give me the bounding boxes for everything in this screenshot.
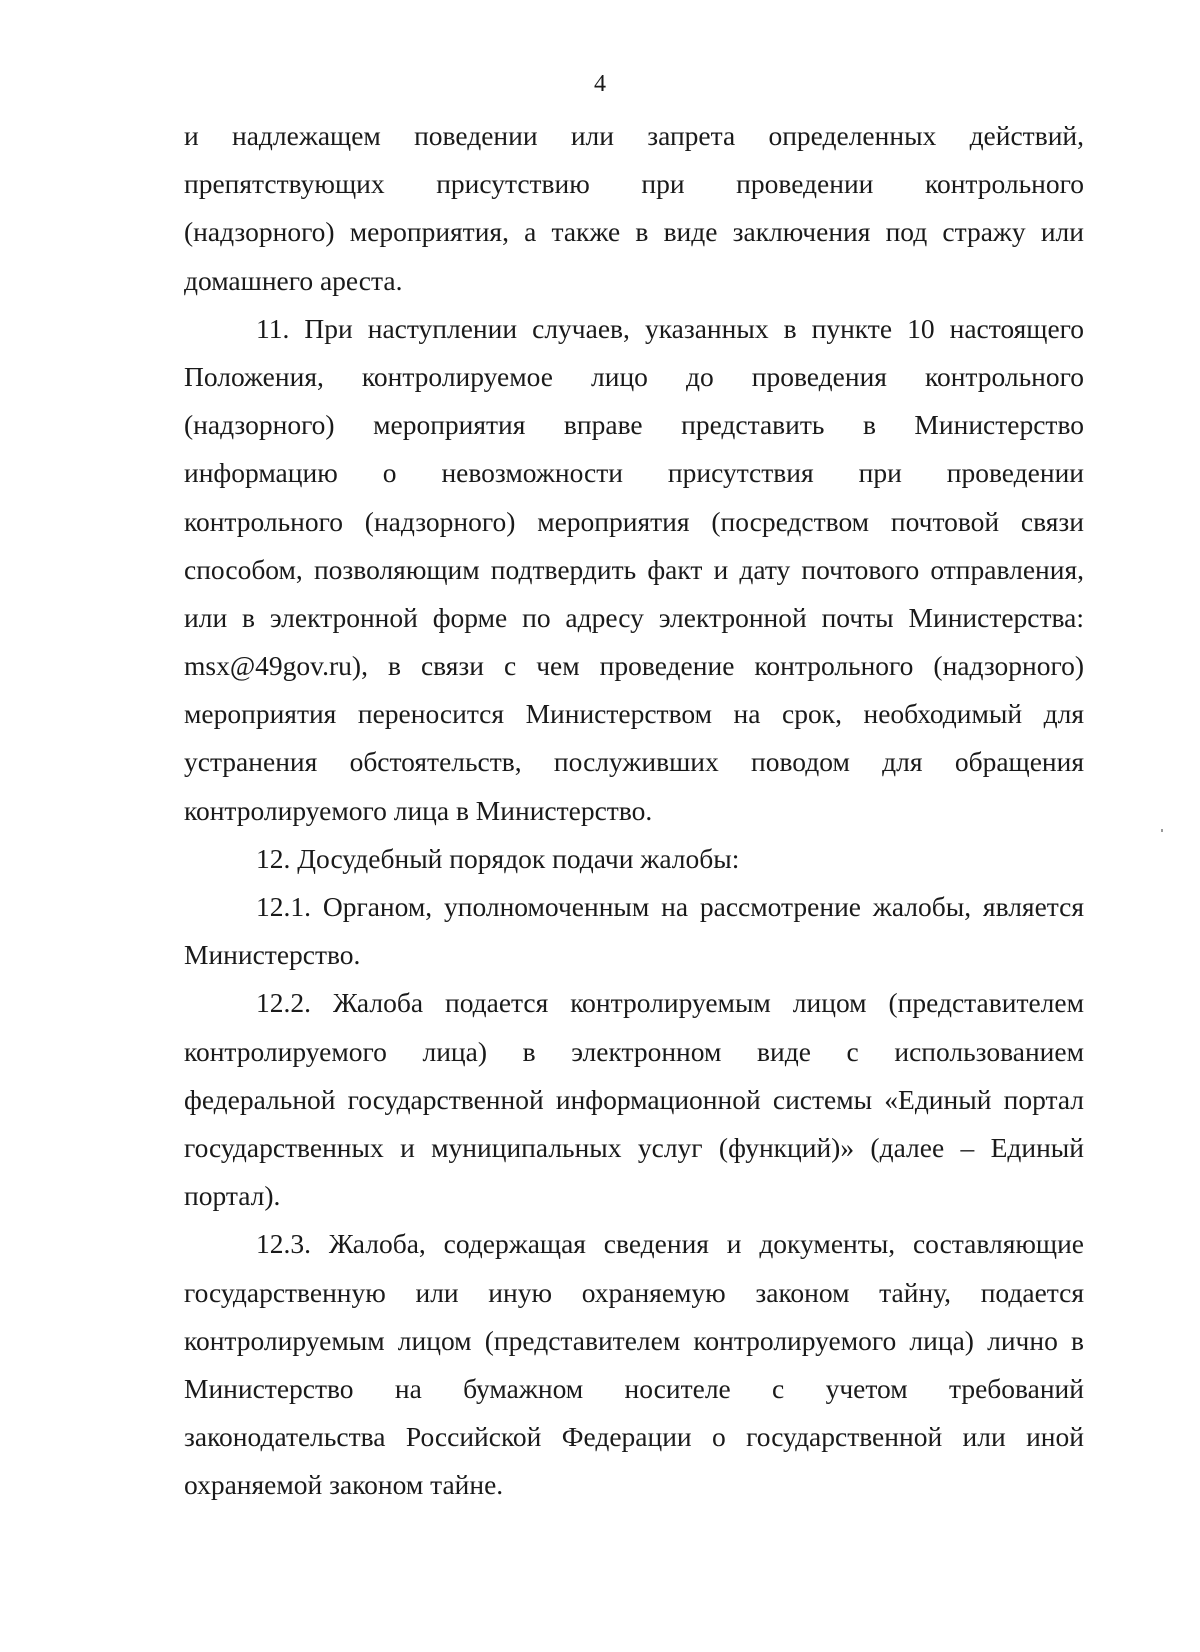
text-line: Положения, контролируемое лицо до проведения контрольного	[184, 360, 1084, 392]
text-line: государственную или иную охраняемую законом тайну, подается	[184, 1276, 1084, 1308]
document-body	[184, 112, 1084, 1509]
text-line: (надзорного) мероприятия, а также в виде заключения под стражу или	[184, 216, 1084, 248]
text-line: домашнего ареста.	[184, 264, 403, 296]
text-line: контрольного (надзорного) мероприятия (посредством почтовой связи	[184, 505, 1084, 537]
text-line: законодательства Российской Федерации о государственной или иной	[184, 1421, 1084, 1453]
text-line: 12. Досудебный порядок подачи жалобы:	[256, 842, 740, 874]
text-line: информацию о невозможности присутствия при проведении	[184, 457, 1084, 489]
text-line: портал).	[184, 1180, 281, 1212]
text-line: 12.2. Жалоба подается контролируемым лицом (представителем	[256, 987, 1084, 1019]
page-number: 4	[594, 71, 606, 97]
text-line: Министерство.	[184, 939, 361, 971]
text-line: устранения обстоятельств, послуживших поводом для обращения	[184, 746, 1084, 778]
text-line: мероприятия переносится Министерством на срок, необходимый для	[184, 698, 1084, 730]
text-line: или в электронной форме по адресу электронной почты Министерства:	[184, 601, 1084, 633]
text-line: Министерство на бумажном носителе с учетом требований	[184, 1372, 1084, 1404]
text-line: охраняемой законом тайне.	[184, 1469, 504, 1501]
text-line: государственных и муниципальных услуг (функций)» (далее – Единый	[184, 1131, 1084, 1163]
text-line: (надзорного) мероприятия вправе представить в Министерство	[184, 409, 1084, 441]
text-line: 12.1. Органом, уполномоченным на рассмотрение жалобы, является	[256, 891, 1084, 922]
text-line: msx@49gov.ru), в связи с чем проведение контрольного (надзорного)	[184, 650, 1084, 682]
text-line: 12.3. Жалоба, содержащая сведения и документы, составляющие	[256, 1228, 1084, 1260]
text-line: контролируемого лица в Министерство.	[184, 794, 653, 826]
text-line: контролируемым лицом (представителем контролируемого лица) лично в	[184, 1324, 1084, 1356]
scan-speck	[1161, 829, 1163, 832]
text-line: способом, позволяющим подтвердить факт и дату почтового отправления,	[184, 553, 1084, 585]
text-line: контролируемого лица) в электронном виде с использованием	[184, 1035, 1084, 1067]
text-line: федеральной государственной информационной системы «Единый портал	[184, 1083, 1084, 1115]
text-line: и надлежащем поведении или запрета определенных действий,	[184, 120, 1084, 151]
text-line: 11. При наступлении случаев, указанных в пункте 10 настоящего	[256, 312, 1084, 344]
text-line: препятствующих присутствию при проведении контрольного	[184, 168, 1084, 200]
